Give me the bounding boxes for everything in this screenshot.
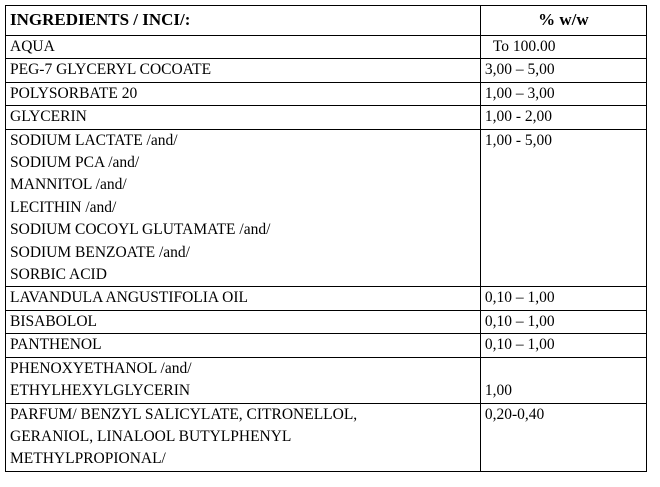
ingredient-line: LAVANDULA ANGUSTIFOLIA OIL (10, 289, 248, 307)
amount-cell: 0,10 – 1,00 (480, 287, 646, 310)
ingredient-line: SODIUM BENZOATE /and/ (10, 243, 190, 261)
ingredient-line: SODIUM PCA /and/ (10, 154, 140, 172)
table-row (6, 357, 647, 403)
ingredient-line: GERANIOL, LINALOOL BUTYLPHENYL (10, 427, 292, 445)
ingredient-line: ETHYLHEXYLGLYCERIN (10, 382, 191, 400)
table-row (6, 59, 647, 82)
ingredient-line: PHENOXYETHANOL /and/ (10, 359, 192, 377)
ingredient-line: MANNITOL /and/ (10, 176, 127, 194)
amount-cell: To 100.00 (480, 36, 646, 59)
ingredient-line: SODIUM COCOYL GLUTAMATE /and/ (10, 221, 271, 239)
ingredient-line: SORBIC ACID (10, 266, 107, 284)
amount-cell: 0,10 – 1,00 (480, 334, 646, 357)
ingredient-cell (6, 334, 481, 357)
ingredient-cell (6, 403, 481, 471)
table-row (6, 106, 647, 129)
table-row (6, 129, 647, 287)
ingredient-cell (6, 106, 481, 129)
ingredient-cell (6, 36, 481, 59)
ingredient-cell (6, 129, 481, 287)
ingredient-line: POLYSORBATE 20 (10, 84, 138, 102)
ingredient-cell (6, 287, 481, 310)
table-row (6, 403, 647, 471)
ingredient-cell (6, 357, 481, 403)
amount-cell: 3,00 – 5,00 (480, 59, 646, 82)
ingredient-line: AQUA (10, 38, 55, 55)
ingredient-line: SODIUM LACTATE /and/ (10, 131, 178, 149)
amount-cell: 1,00 – 3,00 (480, 82, 646, 105)
header-row (6, 6, 647, 36)
table-row (6, 82, 647, 105)
ingredient-line: LECITHIN /and/ (10, 198, 117, 216)
ingredient-line: PARFUM/ BENZYL SALICYLATE, CITRONELLOL, (10, 405, 358, 423)
ingredient-line: PEG-7 GLYCERYL COCOATE (10, 61, 212, 79)
ingredient-line: PANTHENOL (10, 336, 102, 354)
header-ingredients: INGREDIENTS / INCI/: (6, 6, 481, 36)
ingredient-line: GLYCERIN (10, 108, 87, 126)
ingredient-cell (6, 82, 481, 105)
amount-cell: 1,00 - 5,00 (480, 129, 646, 287)
amount-cell: 1,00 (480, 357, 646, 403)
amount-cell: 0,10 – 1,00 (480, 310, 646, 333)
ingredient-cell (6, 310, 481, 333)
ingredient-line: BISABOLOL (10, 312, 97, 330)
amount-cell: 1,00 - 2,00 (480, 106, 646, 129)
header-percent: % w/w (480, 6, 646, 36)
ingredient-line: METHYLPROPIONAL/ (10, 450, 166, 468)
table-row (6, 310, 647, 333)
ingredients-table (5, 5, 647, 472)
table-row (6, 334, 647, 357)
table-row (6, 36, 647, 59)
table-row (6, 287, 647, 310)
ingredient-cell (6, 59, 481, 82)
amount-cell: 0,20-0,40 (480, 403, 646, 471)
